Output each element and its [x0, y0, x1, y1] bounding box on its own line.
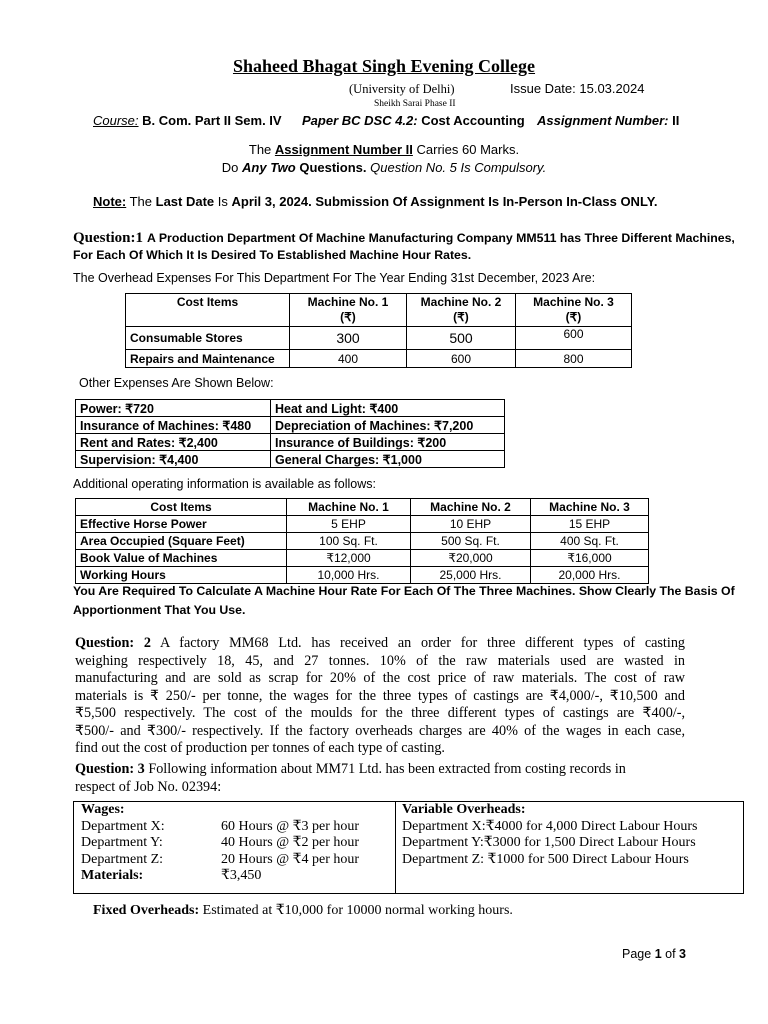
wage-rate: 20 Hours @ ₹4 per hour: [221, 851, 360, 867]
assignment-number: Assignment Number II: [274, 142, 413, 157]
table-cell: 5 EHP: [287, 516, 411, 533]
other-expenses-table: [75, 399, 505, 468]
table-cell: 500 Sq. Ft.: [411, 533, 531, 550]
course-line: [93, 113, 282, 128]
table-header-row: [126, 294, 632, 327]
table-row: [76, 567, 649, 584]
intro-text: Carries 60 Marks.: [416, 142, 520, 157]
materials-value: ₹3,450: [221, 868, 262, 883]
fixed-text: Estimated at ₹10,000 for 10000 normal working hours.: [202, 903, 513, 918]
paper-value: Cost Accounting: [421, 113, 525, 128]
wage-dept: Department Z:: [81, 851, 164, 867]
table-header: Machine No. 3 (₹): [516, 294, 632, 327]
table-row: [76, 533, 649, 550]
table-cell: Heat and Light: ₹400: [271, 400, 505, 417]
q2-text: A factory MM68 Ltd. has received an order for three different types of casting: [159, 635, 686, 651]
q3-line: respect of Job No. 02394:: [75, 778, 222, 795]
table-cell: 300: [290, 327, 407, 350]
table-cell: Effective Horse Power: [76, 516, 287, 533]
q3-line: [75, 761, 695, 779]
any-two: Any Two: [242, 160, 296, 175]
table-header: Machine No. 2: [411, 499, 531, 516]
table-cell: Rent and Rates: ₹2,400: [76, 434, 271, 451]
table-cell: 400: [290, 350, 407, 368]
q1-text: A Production Department Of Machine Manufacturing Company MM511 has Three Different Machines,: [147, 231, 735, 245]
q1-label: Question:1: [73, 230, 144, 246]
vo-row: Department X:₹4000 for 4,000 Direct Labour Hours: [402, 818, 698, 834]
wages-title: Wages:: [81, 802, 125, 817]
q1-requirement-1: You Are Required To Calculate A Machine Hour Rate For Each Of The Three Machines. Show Clearly The Basis Of: [73, 584, 735, 598]
table-header: Cost Items: [126, 294, 290, 327]
q2-line: weighing respectively 18, 45, and 27 tonnes. 10% of the raw materials used are wasted in: [75, 652, 685, 669]
q1-line-2: For Each Of Which It Is Desired To Established Machine Hour Rates.: [73, 248, 472, 262]
table-cell: Power: ₹720: [76, 400, 271, 417]
wage-rate: 60 Hours @ ₹3 per hour: [221, 818, 360, 834]
assignment-line: [537, 113, 679, 128]
table-cell: 100 Sq. Ft.: [287, 533, 411, 550]
table-cell: 400 Sq. Ft.: [531, 533, 649, 550]
table-cell: 600: [516, 327, 632, 350]
q3-text: Following information about MM71 Ltd. has been extracted from costing records in: [148, 761, 626, 777]
table-cell: 20,000 Hrs.: [531, 567, 649, 584]
issue-date: Issue Date: 15.03.2024: [510, 81, 645, 96]
table-cell: Depreciation of Machines: ₹7,200: [271, 417, 505, 434]
table-cell: General Charges: ₹1,000: [271, 451, 505, 468]
q1-line-1: [73, 229, 735, 247]
overhead-table: [125, 293, 632, 368]
q3-intro: [75, 761, 695, 796]
table-row: [76, 417, 505, 434]
wage-rate: 40 Hours @ ₹2 per hour: [221, 835, 360, 850]
university-label: (University of Delhi): [349, 82, 455, 96]
intro-text: Do: [221, 160, 239, 175]
table-header: Machine No. 1: [287, 499, 411, 516]
table-row: [76, 400, 505, 417]
note-text: Last Date: [155, 194, 215, 209]
course-label: Course:: [93, 113, 139, 128]
table-row: [76, 516, 649, 533]
intro-line-1: [0, 142, 768, 157]
page-number: Page 1 of 3: [622, 947, 686, 961]
table-header: Machine No. 1 (₹): [290, 294, 407, 327]
table-cell: Insurance of Buildings: ₹200: [271, 434, 505, 451]
table-row: [126, 327, 632, 350]
job-box-divider: [395, 801, 396, 893]
q3-label: Question: 3: [75, 761, 145, 777]
q2-line: [75, 635, 685, 653]
table-cell: Consumable Stores: [126, 327, 290, 350]
q2-line: materials is ₹ 250/- per tonne, the wages for the three types of castings are ₹4,000/-, ₹10,500 and: [75, 687, 685, 704]
q2-line: ₹5,500 respectively. The cost of the moulds for the three different types of castings are ₹400/-,: [75, 705, 685, 721]
intro-line-2: [0, 160, 768, 175]
table-cell: Insurance of Machines: ₹480: [76, 417, 271, 434]
table-cell: ₹20,000: [411, 550, 531, 567]
table-cell: ₹12,000: [287, 550, 411, 567]
table-cell: 10 EHP: [411, 516, 531, 533]
table-cell: 25,000 Hrs.: [411, 567, 531, 584]
wage-dept: Department Y:: [81, 835, 163, 850]
table-cell: Area Occupied (Square Feet): [76, 533, 287, 550]
materials-label: Materials:: [81, 868, 144, 883]
table-cell: 10,000 Hrs.: [287, 567, 411, 584]
note-text: The: [129, 194, 153, 209]
fixed-overheads-line: [93, 902, 513, 919]
table-cell: 800: [516, 350, 632, 368]
table-cell: Working Hours: [76, 567, 287, 584]
assignment-label: Assignment Number:: [537, 113, 669, 128]
table-row: [76, 434, 505, 451]
questions-word: Questions.: [299, 160, 367, 175]
q2-line: manufacturing and are sold as scrap for 20% of the cost price of raw materials. The cost of raw: [75, 670, 685, 686]
paper-label: Paper BC DSC 4.2:: [302, 113, 418, 128]
vo-row: Department Y:₹3000 for 1,500 Direct Labour Hours: [402, 835, 696, 850]
table-cell: 500: [407, 327, 516, 350]
note-line: [93, 194, 658, 209]
vo-title: Variable Overheads:: [402, 802, 526, 817]
materials-row: [81, 868, 359, 885]
wage-row: [81, 852, 359, 869]
other-expenses-intro: Other Expenses Are Shown Below:: [79, 376, 274, 390]
vo-row: Department Z: ₹1000 for 500 Direct Labour Hours: [402, 851, 689, 867]
table-row: [126, 350, 632, 368]
wage-dept: Department X:: [81, 818, 165, 834]
fixed-label: Fixed Overheads:: [93, 903, 200, 918]
q1-requirement-2: Apportionment That You Use.: [73, 603, 246, 617]
table-cell: 600: [407, 350, 516, 368]
operating-info-table: [75, 498, 649, 584]
wages-block: [81, 802, 359, 885]
table-header: Cost Items: [76, 499, 287, 516]
note-text: Is: [217, 194, 228, 209]
table-cell: ₹16,000: [531, 550, 649, 567]
table-cell: 15 EHP: [531, 516, 649, 533]
college-address: Sheikh Sarai Phase II: [374, 99, 456, 109]
college-title: Shaheed Bhagat Singh Evening College: [232, 56, 536, 76]
compulsory-note: Question No. 5 Is Compulsory.: [370, 160, 547, 175]
overhead-intro: The Overhead Expenses For This Department For The Year Ending 31st December, 2023 Are:: [73, 271, 596, 285]
assignment-value: II: [672, 113, 680, 128]
variable-overheads-block: [402, 802, 697, 868]
table-row: [76, 451, 505, 468]
wage-row: [81, 819, 359, 836]
additional-info-intro: Additional operating information is available as follows:: [73, 477, 376, 491]
table-cell: Supervision: ₹4,400: [76, 451, 271, 468]
note-label: Note:: [93, 194, 127, 209]
table-row: [76, 550, 649, 567]
note-text: April 3, 2024. Submission Of Assignment Is In-Person In-Class ONLY.: [231, 194, 658, 209]
table-cell: Repairs and Maintenance: [126, 350, 290, 368]
wage-row: [81, 835, 359, 852]
q2-line: find out the cost of production per tonnes of each type of casting.: [75, 740, 445, 756]
q2-line: ₹500/- and ₹300/- respectively. If the factory overheads charges are 40% of the wages in each case,: [75, 722, 685, 739]
course-value: B. Com. Part II Sem. IV: [142, 113, 282, 128]
q2-block: [75, 635, 685, 758]
table-header: Machine No. 2 (₹): [407, 294, 516, 327]
q2-label: Question: 2: [75, 635, 151, 651]
table-header: Machine No. 3: [531, 499, 649, 516]
paper-line: [302, 113, 525, 128]
table-cell: Book Value of Machines: [76, 550, 287, 567]
table-header-row: [76, 499, 649, 516]
intro-text: The: [248, 142, 272, 157]
